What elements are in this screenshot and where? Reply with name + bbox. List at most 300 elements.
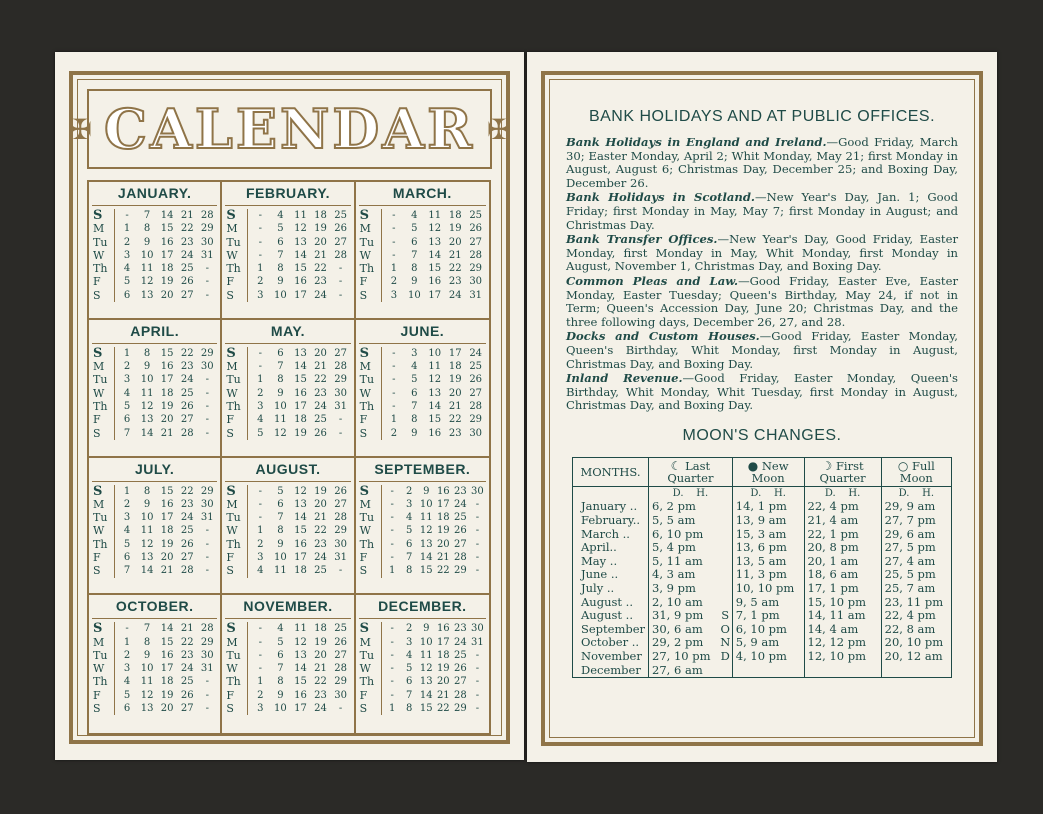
date-cell: - (258, 649, 263, 661)
day-label: S (359, 483, 370, 499)
date-cell: 9 (277, 276, 284, 288)
date-cell: 7 (123, 565, 131, 577)
date-cell: - (390, 512, 394, 524)
moon-cell-fq: 21, 4 am (804, 514, 881, 528)
date-cell: 13 (140, 289, 154, 301)
date-row (250, 262, 350, 275)
date-cell: 6 (406, 538, 413, 550)
month-name: APRIL. (130, 322, 180, 339)
month-box (356, 320, 489, 458)
day-label: Tu (226, 235, 241, 249)
date-cell: 23 (180, 236, 194, 248)
date-cell: - (258, 498, 263, 510)
date-row (384, 209, 486, 222)
date-cell: 6 (123, 703, 131, 715)
date-cell: 15 (419, 703, 433, 715)
day-label: Tu (226, 648, 241, 662)
day-label: F (226, 550, 234, 564)
date-row (117, 289, 217, 302)
date-cell: 15 (294, 263, 307, 275)
moon-cell-fm: 20, 12 am (881, 650, 951, 664)
moon-cell-fm (881, 664, 951, 678)
month-box (89, 182, 222, 320)
date-row (250, 622, 350, 635)
moon-cell-side (719, 568, 733, 582)
dh-h: H. (848, 487, 861, 499)
date-cell: 8 (277, 676, 284, 688)
day-label: M (226, 635, 238, 649)
date-row (117, 524, 217, 537)
phase-header (804, 457, 881, 486)
day-label: Tu (93, 235, 108, 249)
date-cell: - (475, 551, 480, 563)
day-label: Tu (359, 648, 375, 662)
moon-cell-lq: 4, 3 am (649, 568, 719, 582)
date-cell: 10 (274, 400, 287, 412)
day-label: S (93, 345, 103, 361)
date-cell: 14 (294, 249, 307, 261)
date-cell: 5 (123, 538, 131, 550)
date-cell: 19 (160, 689, 174, 701)
date-cell: 19 (160, 276, 174, 288)
holiday-text: —Good Friday, March 30; Easter Monday, April 2; Whit Monday, May 21; first Monday in August, August 6; Christmas Day, December 25; and Boxing Day, December 26. (566, 135, 959, 190)
moon-cell-month: August .. (573, 596, 649, 610)
date-cell: 1 (123, 347, 131, 359)
date-cell: 17 (160, 512, 174, 524)
month-box (356, 458, 489, 596)
month-dates (115, 622, 217, 715)
day-label: Th (359, 537, 375, 551)
day-label: W (359, 248, 371, 262)
date-cell: - (205, 263, 209, 275)
date-cell: 8 (277, 263, 284, 275)
date-cell: - (392, 374, 396, 386)
phase-header (649, 457, 733, 486)
holiday-entry (566, 136, 958, 190)
date-cell: 17 (436, 636, 450, 648)
moon-cell-side (719, 582, 733, 596)
date-cell: 6 (277, 649, 284, 661)
date-row (384, 538, 486, 551)
day-label: M (93, 222, 105, 236)
day-labels (225, 622, 248, 715)
date-cell: 1 (123, 223, 131, 235)
day-label: S (226, 483, 236, 499)
date-cell: 9 (277, 387, 284, 399)
date-cell: 12 (140, 276, 154, 288)
day-label: M (93, 497, 105, 511)
day-label: W (226, 524, 238, 538)
date-cell: 15 (160, 347, 174, 359)
date-cell: 5 (123, 276, 131, 288)
day-labels (359, 209, 382, 302)
date-cell: 29 (200, 223, 214, 235)
date-cell: 21 (314, 361, 327, 373)
date-cell: 26 (180, 276, 194, 288)
date-cell: 18 (294, 565, 307, 577)
day-label: F (359, 275, 368, 289)
date-row (250, 498, 350, 511)
moon-cell-month: March .. (573, 528, 649, 542)
date-cell: 28 (453, 689, 467, 701)
date-cell: 21 (448, 400, 462, 412)
day-label: S (226, 621, 236, 637)
holiday-lead: Docks and Custom Houses. (566, 329, 760, 344)
moon-cell-nm: 10, 10 pm (732, 582, 804, 596)
day-label: Th (93, 399, 108, 413)
moon-cell-fm: 29, 6 am (881, 528, 951, 542)
date-row (117, 262, 217, 275)
moon-cell-lq: 6, 2 pm (649, 500, 719, 514)
date-row (250, 413, 350, 426)
day-label: W (359, 524, 371, 538)
date-cell: 31 (200, 512, 214, 524)
date-cell: 8 (143, 347, 151, 359)
date-cell: 11 (140, 525, 154, 537)
moon-cell-fq: 17, 1 pm (804, 582, 881, 596)
date-cell: - (475, 538, 480, 550)
holiday-text: —New Year's Day, Jan. 1; Good Friday; first Monday in May, May 7; first Monday in August; and Christmas Day. (566, 190, 958, 232)
holiday-entry (566, 275, 958, 329)
date-cell: 7 (411, 249, 418, 261)
moon-cell-fm: 27, 4 am (881, 555, 951, 569)
day-label: S (226, 345, 236, 361)
date-cell: 27 (469, 387, 483, 399)
moon-cell-month: October .. (573, 636, 649, 650)
date-cell: - (390, 676, 394, 688)
date-cell: 2 (406, 623, 413, 635)
date-cell: - (475, 525, 480, 537)
dh-row (573, 486, 952, 500)
date-cell: 10 (140, 663, 154, 675)
date-cell: 22 (180, 636, 194, 648)
date-cell: 26 (453, 663, 467, 675)
month-name: NOVEMBER. (243, 598, 333, 615)
date-cell: 12 (294, 223, 307, 235)
moon-cell-nm: 11, 3 pm (732, 568, 804, 582)
moon-cell-lq: 6, 10 pm (649, 528, 719, 542)
moon-cell-side: D (719, 650, 733, 664)
date-cell: 11 (419, 512, 433, 524)
new-moon-icon: ● (747, 458, 759, 473)
moon-cell-fq: 12, 10 pm (804, 650, 881, 664)
date-cell: - (390, 663, 394, 675)
month-name: SEPTEMBER. (374, 460, 471, 477)
date-cell: - (390, 538, 394, 550)
date-cell: 28 (200, 623, 214, 635)
day-label: Tu (226, 373, 241, 387)
date-cell: 29 (469, 414, 483, 426)
date-cell: 27 (334, 347, 347, 359)
moon-cell-nm: 5, 9 am (732, 636, 804, 650)
date-row (117, 702, 217, 715)
date-cell: 12 (419, 525, 433, 537)
month-body (225, 618, 350, 715)
dh-d: D. (750, 487, 762, 499)
date-cell: 11 (140, 387, 154, 399)
date-row (117, 498, 217, 511)
moon-cell-nm: 13, 9 am (732, 514, 804, 528)
date-cell: - (338, 414, 343, 426)
date-cell: 23 (180, 498, 194, 510)
holiday-lead: Inland Revenue. (566, 371, 683, 386)
date-cell: 19 (294, 427, 307, 439)
date-cell: - (125, 623, 129, 635)
date-cell: 13 (428, 387, 442, 399)
day-label: F (93, 550, 101, 564)
date-cell: 4 (406, 649, 413, 661)
date-cell: 13 (140, 703, 154, 715)
date-cell: 2 (257, 387, 264, 399)
day-label: S (359, 702, 368, 716)
date-cell: 12 (428, 374, 442, 386)
date-cell: 29 (453, 703, 467, 715)
date-cell: 7 (143, 210, 151, 221)
day-label: Tu (359, 235, 375, 249)
date-cell: 27 (334, 236, 347, 248)
date-row (250, 427, 350, 440)
date-cell: 9 (143, 236, 151, 248)
date-row (384, 387, 486, 400)
date-cell: 17 (294, 400, 307, 412)
moon-cell-month: February.. (573, 514, 649, 528)
date-row (384, 373, 486, 386)
date-cell: 3 (411, 347, 418, 359)
day-label: S (93, 621, 103, 637)
date-row (250, 400, 350, 413)
date-cell: 18 (436, 649, 450, 661)
day-label: W (93, 386, 105, 400)
date-cell: 25 (180, 263, 194, 275)
last-quarter-icon: ☾ (670, 458, 682, 473)
date-cell: 16 (436, 623, 450, 635)
date-cell: 30 (469, 276, 483, 288)
date-cell: 27 (453, 676, 467, 688)
date-cell: 10 (140, 512, 154, 524)
moon-cell-lq: 27, 6 am (649, 664, 719, 678)
date-row (117, 275, 217, 288)
date-cell: 7 (123, 427, 131, 439)
moon-cell-nm: 4, 10 pm (732, 650, 804, 664)
date-cell: 18 (160, 387, 174, 399)
date-cell: 8 (406, 703, 413, 715)
date-cell: 30 (200, 236, 214, 248)
month-body (92, 481, 217, 578)
month-body (359, 205, 486, 302)
moon-cell-nm: 6, 10 pm (732, 623, 804, 637)
day-label: S (93, 426, 101, 440)
day-labels (92, 209, 115, 302)
month-dates (115, 485, 217, 578)
date-cell: 24 (180, 249, 194, 261)
date-cell: 20 (436, 538, 450, 550)
moon-heading: MOON'S CHANGES. (682, 426, 842, 444)
date-cell: 29 (469, 263, 483, 275)
date-row (117, 511, 217, 524)
date-cell: 30 (334, 689, 347, 701)
date-cell: 25 (469, 361, 483, 373)
date-cell: - (475, 663, 480, 675)
date-cell: - (205, 676, 209, 688)
date-row (250, 564, 350, 577)
moon-cell-nm: 15, 3 am (732, 528, 804, 542)
date-cell: 23 (453, 485, 467, 497)
day-labels (225, 347, 248, 440)
date-cell: - (390, 551, 394, 563)
date-cell: 6 (411, 236, 418, 248)
date-cell: 28 (469, 249, 483, 261)
date-cell: 17 (160, 374, 174, 386)
month-dates (248, 209, 350, 302)
month-dates (382, 622, 486, 715)
date-cell: 15 (160, 485, 174, 497)
date-cell: - (258, 210, 263, 221)
date-cell: - (475, 565, 480, 577)
date-cell: 25 (314, 565, 327, 577)
date-cell: 5 (123, 689, 131, 701)
first-quarter-icon: ☽ (821, 458, 833, 473)
date-cell: 13 (419, 538, 433, 550)
date-cell: 2 (390, 276, 398, 288)
date-cell: 19 (436, 525, 450, 537)
date-row (250, 538, 350, 551)
month-box (222, 320, 355, 458)
date-row (117, 360, 217, 373)
date-cell: 10 (140, 374, 154, 386)
day-label: W (359, 662, 371, 676)
date-cell: 28 (469, 400, 483, 412)
moon-row (573, 636, 952, 650)
day-label: M (359, 360, 371, 374)
date-cell: 19 (314, 223, 327, 235)
month-box (222, 182, 355, 320)
date-cell: 24 (453, 498, 467, 510)
date-cell: - (205, 289, 209, 301)
date-cell: 26 (469, 374, 483, 386)
moon-cell-fq: 20, 1 am (804, 555, 881, 569)
date-cell: 24 (469, 347, 483, 359)
date-cell: - (205, 374, 209, 386)
moon-cell-fq: 22, 1 pm (804, 528, 881, 542)
day-label: Tu (359, 511, 375, 525)
moon-cell-month: January .. (573, 500, 649, 514)
date-cell: 23 (448, 427, 462, 439)
date-cell: 3 (257, 400, 264, 412)
date-row (384, 400, 486, 413)
date-cell: 7 (277, 663, 284, 675)
date-row (117, 222, 217, 235)
day-label: F (359, 413, 368, 427)
date-row (384, 289, 486, 302)
date-cell: 14 (140, 565, 154, 577)
month-dates (382, 485, 486, 578)
moon-row (573, 500, 952, 514)
date-row (384, 222, 486, 235)
moon-table (572, 457, 952, 678)
date-cell: 25 (453, 649, 467, 661)
day-label: Tu (93, 373, 108, 387)
date-cell: 13 (428, 236, 442, 248)
date-cell: 25 (334, 623, 347, 635)
day-label: M (93, 635, 105, 649)
moon-cell-fq: 14, 4 am (804, 623, 881, 637)
months-header: MONTHS. (573, 457, 649, 486)
date-cell: 20 (448, 236, 462, 248)
date-cell: - (392, 249, 396, 261)
date-row (250, 275, 350, 288)
day-label: F (93, 413, 101, 427)
date-cell: 9 (411, 276, 418, 288)
date-cell: 23 (314, 538, 327, 550)
date-cell: 14 (419, 551, 433, 563)
date-cell: 24 (453, 636, 467, 648)
date-cell: - (258, 623, 263, 635)
moon-row (573, 541, 952, 555)
date-cell: 15 (294, 374, 307, 386)
day-label: M (359, 497, 371, 511)
date-cell: 28 (180, 565, 194, 577)
date-cell: 26 (453, 525, 467, 537)
date-cell: 11 (140, 263, 154, 275)
date-cell: 24 (180, 374, 194, 386)
date-cell: 14 (428, 249, 442, 261)
moon-cell-fm: 29, 9 am (881, 500, 951, 514)
day-label: M (226, 360, 238, 374)
date-cell: 1 (123, 485, 131, 497)
day-label: F (226, 413, 234, 427)
date-cell: 18 (160, 525, 174, 537)
date-cell: 31 (334, 400, 347, 412)
day-label: F (359, 550, 368, 564)
date-cell: - (205, 689, 209, 701)
date-cell: 26 (469, 223, 483, 235)
date-cell: 1 (388, 565, 396, 577)
date-cell: 17 (448, 347, 462, 359)
date-cell: 21 (436, 551, 450, 563)
day-label: F (359, 688, 368, 702)
date-cell: 24 (314, 703, 327, 715)
date-cell: 31 (200, 663, 214, 675)
date-cell: - (392, 223, 396, 235)
date-cell: 4 (406, 512, 413, 524)
phase-header (881, 457, 951, 486)
date-cell: 3 (390, 289, 398, 301)
day-labels (359, 485, 382, 578)
date-cell: 5 (277, 485, 284, 497)
date-cell: 9 (143, 498, 151, 510)
dh-cell (804, 486, 881, 500)
date-row (384, 675, 486, 688)
day-label: Th (359, 399, 375, 413)
moon-row (573, 650, 952, 664)
month-name: DECEMBER. (378, 598, 467, 615)
date-cell: 20 (160, 551, 174, 563)
day-label: Tu (226, 511, 241, 525)
date-cell: 29 (200, 347, 214, 359)
month-dates (248, 485, 350, 578)
day-label: S (226, 426, 234, 440)
date-cell: 28 (334, 512, 347, 524)
date-cell: 17 (294, 289, 307, 301)
date-cell: 9 (423, 485, 430, 497)
date-row (250, 249, 350, 262)
date-cell: - (475, 512, 480, 524)
day-label: Th (226, 675, 241, 689)
date-cell: 13 (294, 347, 307, 359)
moon-cell-month: November (573, 650, 649, 664)
day-label: S (93, 702, 101, 716)
date-row (384, 702, 486, 715)
